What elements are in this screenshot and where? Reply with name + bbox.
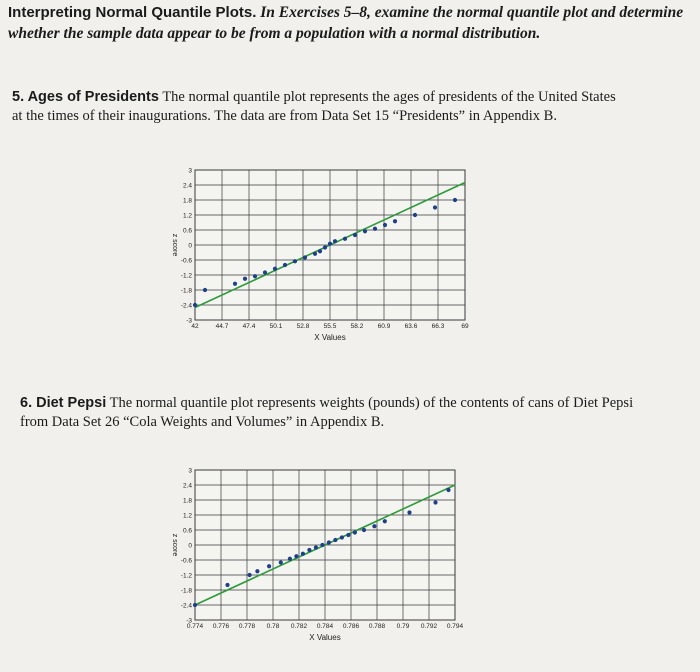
pepsi-data-point: [333, 538, 337, 542]
presidents-data-point: [383, 223, 387, 227]
presidents-data-point: [233, 282, 237, 286]
exercise-6-title: 6. Diet Pepsi: [20, 395, 107, 411]
presidents-y-tick-label: 2.4: [182, 182, 192, 190]
presidents-x-axis-title: X Values: [314, 333, 346, 342]
presidents-data-point: [263, 270, 267, 274]
presidents-y-tick-label: -3: [186, 317, 192, 325]
pepsi-x-tick-label: 0.778: [238, 623, 256, 630]
presidents-y-tick-label: 1.8: [182, 197, 192, 205]
pepsi-data-point: [193, 603, 197, 607]
presidents-x-tick-label: 58.2: [350, 323, 364, 330]
presidents-data-point: [293, 259, 297, 263]
pepsi-data-point: [320, 543, 324, 547]
presidents-x-tick-label: 55.5: [323, 323, 337, 330]
pepsi-data-point: [294, 554, 298, 558]
pepsi-x-tick-label: 0.79: [396, 623, 410, 630]
pepsi-data-point: [279, 560, 283, 564]
pepsi-y-tick-label: 2.4: [182, 482, 192, 490]
presidents-data-point: [203, 288, 207, 292]
presidents-y-tick-label: 0.6: [182, 227, 192, 235]
presidents-data-point: [318, 249, 322, 253]
presidents-data-point: [453, 198, 457, 202]
pepsi-y-axis-title: z score: [171, 533, 178, 557]
pepsi-y-tick-label: -0.6: [180, 557, 192, 565]
presidents-data-point: [363, 229, 367, 233]
pepsi-data-point: [372, 524, 376, 528]
diet-pepsi-quantile-plot: [165, 465, 465, 645]
pepsi-data-point: [255, 569, 259, 573]
presidents-y-tick-label: 1.2: [182, 212, 192, 220]
presidents-data-point: [243, 277, 247, 281]
presidents-data-point: [313, 252, 317, 256]
pepsi-y-tick-label: 0.6: [182, 527, 192, 535]
presidents-data-point: [193, 303, 197, 307]
pepsi-data-point: [407, 510, 411, 514]
presidents-data-point: [413, 213, 417, 217]
exercise-6-text: The normal quantile plot represents weights (pounds) of the contents of cans of Diet Pepsi from Data Set 26 “Cola Weights and Volumes” in Appendix B.: [20, 395, 634, 430]
pepsi-data-point: [267, 564, 271, 568]
exercise-5-title: 5. Ages of Presidents: [12, 89, 159, 105]
presidents-y-axis-title: z score: [171, 233, 178, 257]
pepsi-data-point: [446, 488, 450, 492]
pepsi-data-point: [353, 530, 357, 534]
pepsi-x-tick-label: 0.788: [368, 623, 386, 630]
heading-lead: Interpreting Normal Quantile Plots.: [8, 4, 257, 21]
pepsi-data-point: [383, 519, 387, 523]
pepsi-data-point: [288, 557, 292, 561]
pepsi-data-point: [340, 535, 344, 539]
pepsi-x-tick-label: 0.774: [186, 623, 204, 630]
exercise-5: [12, 88, 622, 126]
pepsi-data-point: [307, 548, 311, 552]
pepsi-data-point: [362, 528, 366, 532]
presidents-data-point: [343, 237, 347, 241]
presidents-y-tick-label: -1.8: [180, 287, 192, 295]
pepsi-data-point: [301, 552, 305, 556]
pepsi-data-point: [327, 540, 331, 544]
presidents-x-tick-label: 69: [461, 323, 469, 330]
pepsi-data-point: [225, 583, 229, 587]
presidents-x-tick-label: 52.8: [296, 323, 310, 330]
presidents-data-point: [373, 227, 377, 231]
pepsi-data-point: [248, 573, 252, 577]
presidents-quantile-plot: [150, 165, 480, 345]
presidents-y-tick-label: 3: [188, 167, 192, 175]
presidents-x-tick-label: 66.3: [431, 323, 445, 330]
presidents-y-tick-label: -0.6: [180, 257, 192, 265]
presidents-data-point: [433, 205, 437, 209]
pepsi-y-tick-label: -3: [186, 617, 192, 625]
presidents-x-tick-label: 44.7: [215, 323, 229, 330]
pepsi-x-tick-label: 0.776: [212, 623, 230, 630]
presidents-y-tick-label: -1.2: [180, 272, 192, 280]
presidents-x-tick-label: 50.1: [269, 323, 283, 330]
presidents-data-point: [393, 219, 397, 223]
presidents-data-point: [328, 242, 332, 246]
pepsi-x-tick-label: 0.782: [290, 623, 308, 630]
pepsi-data-point: [314, 545, 318, 549]
pepsi-data-point: [346, 533, 350, 537]
pepsi-x-tick-label: 0.784: [316, 623, 334, 630]
section-heading: [8, 2, 688, 44]
pepsi-x-tick-label: 0.792: [420, 623, 438, 630]
presidents-data-point: [333, 239, 337, 243]
pepsi-y-tick-label: 1.8: [182, 497, 192, 505]
pepsi-y-tick-label: -2.4: [180, 602, 192, 610]
pepsi-x-tick-label: 0.794: [446, 623, 464, 630]
pepsi-x-tick-label: 0.786: [342, 623, 360, 630]
presidents-x-tick-label: 63.6: [404, 323, 418, 330]
presidents-data-point: [323, 245, 327, 249]
pepsi-y-tick-label: -1.8: [180, 587, 192, 595]
presidents-y-tick-label: -2.4: [180, 302, 192, 310]
presidents-x-tick-label: 60.9: [377, 323, 391, 330]
pepsi-y-tick-label: 0: [188, 542, 192, 550]
pepsi-x-axis-title: X Values: [309, 633, 341, 642]
pepsi-y-tick-label: -1.2: [180, 572, 192, 580]
heading-instructions: In Exercises 5–8, examine the normal quantile plot and determine whether the sample data appear to be from a population with a normal distribution.: [8, 4, 684, 42]
presidents-x-tick-label: 47.4: [242, 323, 256, 330]
exercise-5-text: The normal quantile plot represents the ages of presidents of the United States at the times of their inaugurations. The data are from Data Set 15 “Presidents” in Appendix B.: [12, 89, 616, 124]
presidents-y-tick-label: 0: [188, 242, 192, 250]
presidents-data-point: [253, 274, 257, 278]
presidents-data-point: [283, 263, 287, 267]
pepsi-x-tick-label: 0.78: [266, 623, 280, 630]
exercise-6: [20, 394, 640, 432]
pepsi-y-tick-label: 1.2: [182, 512, 192, 520]
presidents-data-point: [273, 267, 277, 271]
presidents-x-tick-label: 42: [191, 323, 199, 330]
presidents-data-point: [353, 233, 357, 237]
pepsi-data-point: [433, 500, 437, 504]
presidents-data-point: [303, 255, 307, 259]
pepsi-y-tick-label: 3: [188, 467, 192, 475]
